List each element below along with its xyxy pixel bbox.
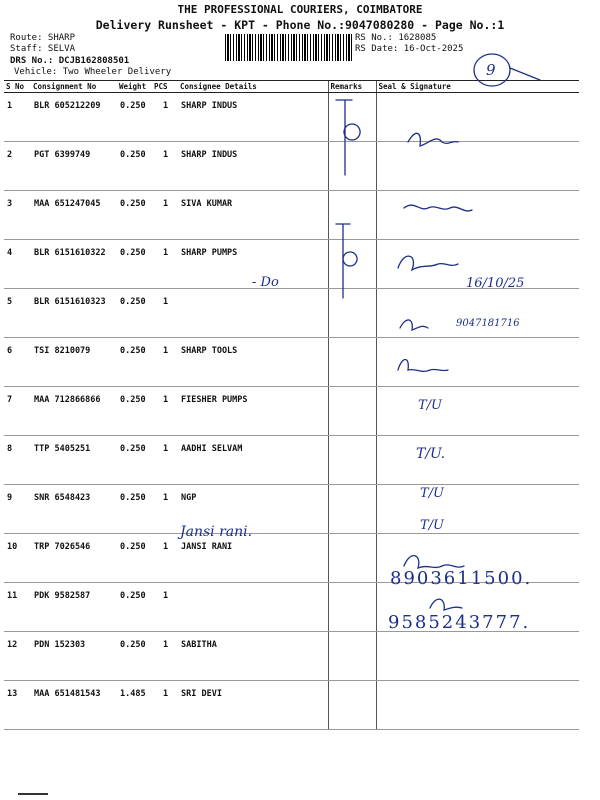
row-sno: 13 (4, 681, 31, 730)
row-sno: 9 (4, 485, 31, 534)
row-pcs: 1 (152, 289, 178, 338)
row-weight: 0.250 (117, 289, 152, 338)
consignee-note-row-11: Jansi rani. (180, 524, 253, 540)
row-consignee: SABITHA (178, 632, 328, 681)
signature-row-13 (430, 599, 462, 610)
row-sno: 2 (4, 142, 31, 191)
row-sno: 10 (4, 534, 31, 583)
signature-row-7 (398, 360, 448, 372)
row-pcs: 1 (152, 632, 178, 681)
phone-row-6: 9047181716 (456, 318, 520, 329)
row-consignment: BLR 6151610322 (31, 240, 117, 289)
col-sno: S No (4, 81, 31, 93)
signature-row-2 (408, 133, 458, 146)
row-weight: 0.250 (117, 387, 152, 436)
row-consignment: PDK 9582587 (31, 583, 117, 632)
row-consignee: JANSI RANI (178, 534, 328, 583)
row-pcs: 1 (152, 142, 178, 191)
bracket-stroke-top (336, 100, 352, 175)
row-consignment: SNR 6548423 (31, 485, 117, 534)
row-pcs: 1 (152, 436, 178, 485)
row-consignee: SHARP INDUS (178, 142, 328, 191)
row-sno: 7 (4, 387, 31, 436)
runsheet-subtitle: Delivery Runsheet - KPT - Phone No.:9047080280 - Page No.:1 (95, 18, 505, 32)
delivery-date-mark: 16/10/25 (466, 276, 525, 291)
page-count-mark: 9 (486, 61, 496, 79)
row-consignment: BLR 6151610323 (31, 289, 117, 338)
row-pcs: 1 (152, 93, 178, 142)
row-weight: 0.250 (117, 583, 152, 632)
row-pcs: 1 (152, 387, 178, 436)
circle-tail-stroke (510, 68, 540, 80)
route-label: Route: SHARP (10, 33, 76, 43)
row-weight: 0.250 (117, 436, 152, 485)
row-sno: 11 (4, 583, 31, 632)
row-consignee: SHARP PUMPS (178, 240, 328, 289)
row-pcs: 1 (152, 583, 178, 632)
row-sno: 3 (4, 191, 31, 240)
row-consignment: MAA 651481543 (31, 681, 117, 730)
row-consignment: BLR 605212209 (31, 93, 117, 142)
staff-label: Staff: SELVA (10, 44, 76, 54)
row-weight: 1.485 (117, 681, 152, 730)
row-consignment: TTP 5405251 (31, 436, 117, 485)
row-sno: 12 (4, 632, 31, 681)
row-consignment: TSI 8210079 (31, 338, 117, 387)
row-consignee: NGP (178, 485, 328, 534)
tu-mark-row-8: T/U (418, 398, 443, 413)
col-seal: Seal & Signature (376, 81, 579, 93)
col-consignment: Consignment No (31, 81, 117, 93)
row-weight: 0.250 (117, 338, 152, 387)
col-weight: Weight (117, 81, 152, 93)
row-consignee: SRI DEVI (178, 681, 328, 730)
row-sno: 6 (4, 338, 31, 387)
row-consignment: MAA 651247045 (31, 191, 117, 240)
signature-row-3 (404, 205, 472, 211)
row-consignee: AADHI SELVAM (178, 436, 328, 485)
tu-mark-row-9: T/U. (416, 446, 446, 462)
rs-date: RS Date: 16-Oct-2025 (355, 44, 464, 54)
row-weight: 0.250 (117, 485, 152, 534)
phone-row-12: 8903611500. (390, 568, 533, 589)
row-consignee: SIVA KUMAR (178, 191, 328, 240)
company-title: THE PROFESSIONAL COURIERS, COIMBATORE (177, 3, 423, 16)
row-weight: 0.250 (117, 191, 152, 240)
ditto-mark: - Do (252, 275, 279, 290)
drs-number: DRS No.: DCJB162808501 (10, 56, 130, 66)
row-pcs: 1 (152, 191, 178, 240)
row-sno: 4 (4, 240, 31, 289)
row-pcs: 1 (152, 240, 178, 289)
col-consignee: Consignee Details (178, 81, 328, 93)
tu-mark-row-10: T/U (420, 486, 445, 501)
bracket-mark-top (344, 124, 360, 140)
col-remarks: Remarks (328, 81, 376, 93)
signature-row-12 (404, 556, 464, 568)
bracket-mark-mid (343, 252, 357, 266)
vehicle-label: Vehicle: Two Wheeler Delivery (14, 67, 172, 77)
row-pcs: 1 (152, 681, 178, 730)
row-pcs: 1 (152, 338, 178, 387)
signature-row-6 (400, 320, 428, 330)
row-consignee: SHARP INDUS (178, 93, 328, 142)
row-weight: 0.250 (117, 142, 152, 191)
row-weight: 0.250 (117, 240, 152, 289)
row-consignment: MAA 712866866 (31, 387, 117, 436)
row-pcs: 1 (152, 485, 178, 534)
row-sno: 1 (4, 93, 31, 142)
row-consignee: SHARP TOOLS (178, 338, 328, 387)
row-weight: 0.250 (117, 93, 152, 142)
row-consignment: PGT 6399749 (31, 142, 117, 191)
row-sno: 8 (4, 436, 31, 485)
row-weight: 0.250 (117, 632, 152, 681)
row-pcs: 1 (152, 534, 178, 583)
row-weight: 0.250 (117, 534, 152, 583)
row-consignment: PDN 152303 (31, 632, 117, 681)
row-consignment: TRP 7026546 (31, 534, 117, 583)
col-pcs: PCS (152, 81, 178, 93)
phone-row-13: 9585243777. (388, 612, 531, 633)
row-consignee: FIESHER PUMPS (178, 387, 328, 436)
rs-number: RS No.: 1628085 (355, 33, 437, 43)
tu-mark-row-11: T/U (420, 518, 445, 533)
footer-mark (18, 793, 48, 795)
signature-row-5 (398, 256, 458, 270)
row-sno: 5 (4, 289, 31, 338)
